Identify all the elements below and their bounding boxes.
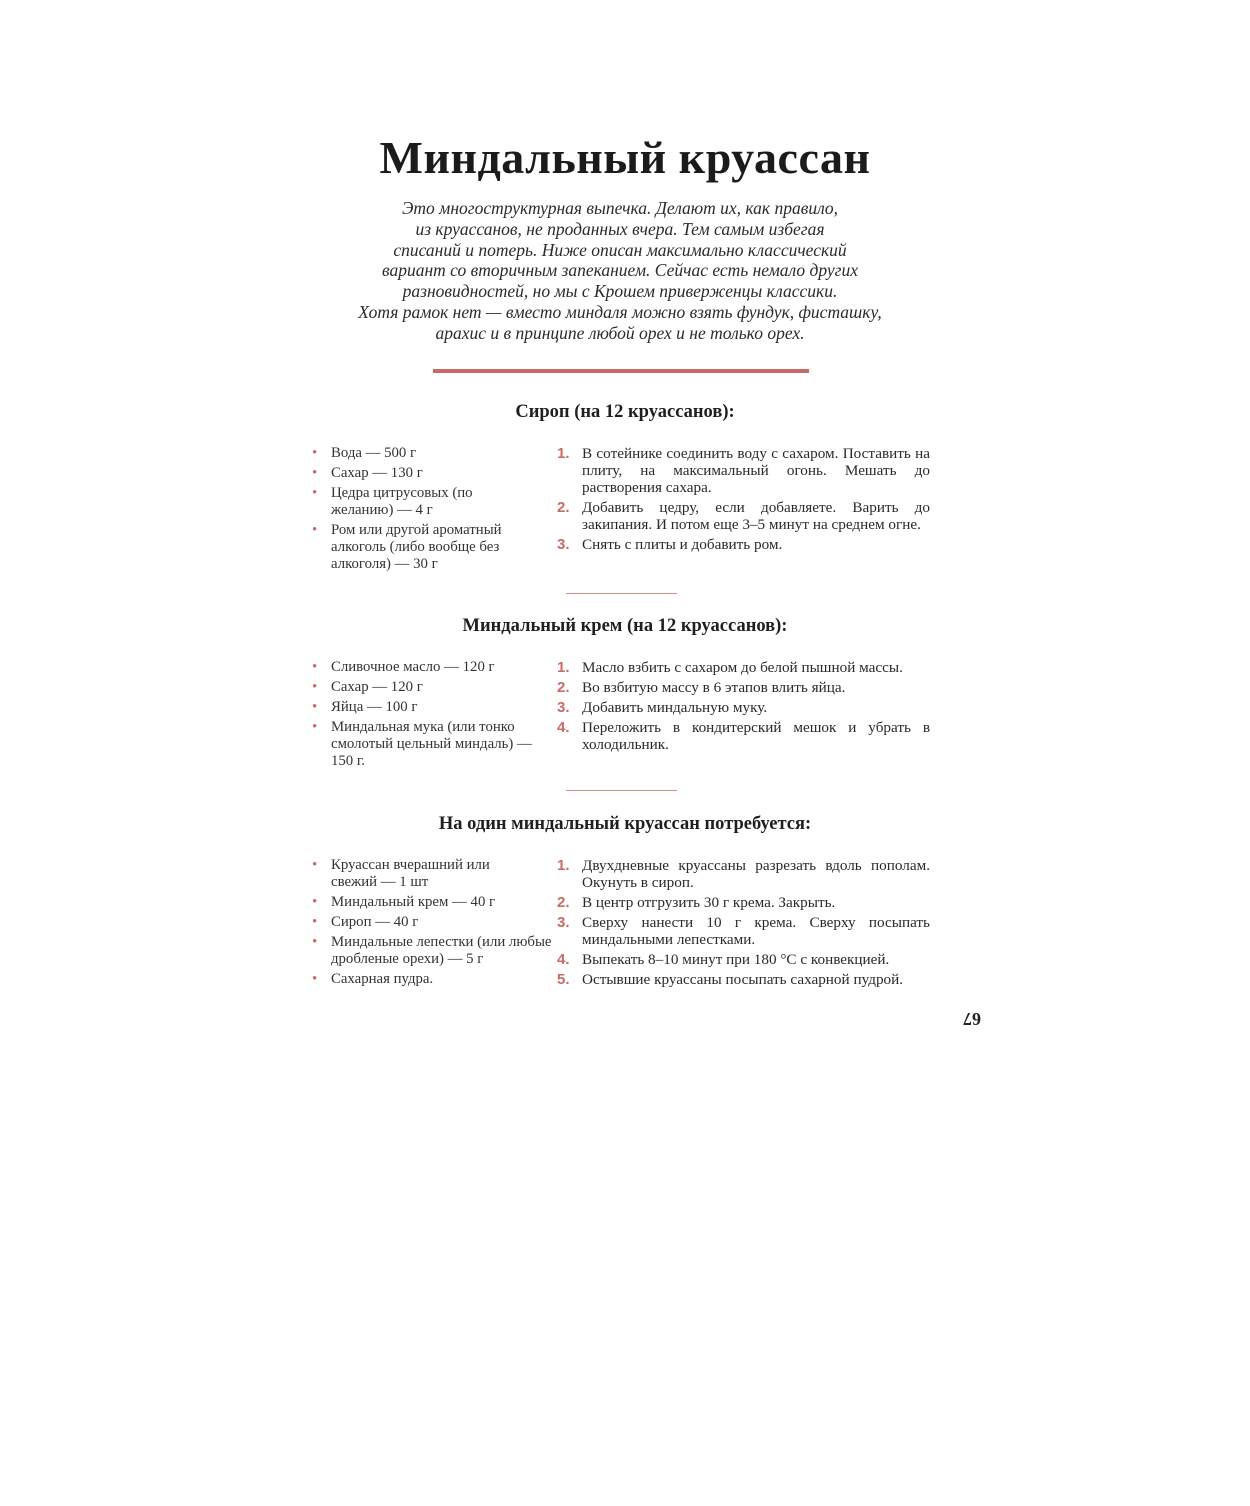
- step-number: 1.: [557, 445, 570, 462]
- list-item: • Цедра цитрусовых (по желанию) — 4 г: [312, 485, 473, 518]
- step-number: 5.: [557, 971, 570, 988]
- step-item: 4. Выпекать 8–10 минут при 180 °С с конвекцией.: [557, 951, 890, 968]
- step-number: 3.: [557, 536, 570, 553]
- step-number: 3.: [557, 914, 570, 931]
- step-item: 1. В сотейнике соединить воду с сахаром. Поставить на плиту, на максимальный огонь. Мешать до растворения сахара.: [557, 445, 930, 496]
- bullet-icon: •: [312, 719, 318, 735]
- list-item: • Сахар — 120 г: [312, 679, 423, 695]
- list-item: • Яйца — 100 г: [312, 699, 418, 715]
- step-item: 1. Масло взбить с сахаром до белой пышной массы.: [557, 659, 903, 676]
- step-item: 2. В центр отгрузить 30 г крема. Закрыть.: [557, 894, 836, 911]
- section-title-cream: Миндальный крем (на 12 круассанов):: [462, 616, 788, 636]
- section-title-syrup: Сироп (на 12 круассанов):: [515, 402, 735, 422]
- bullet-icon: •: [312, 465, 318, 481]
- step-item: 2. Во взбитую массу в 6 этапов влить яйца.: [557, 679, 846, 696]
- list-item: • Круассан вчерашний или свежий — 1 шт: [312, 857, 490, 890]
- step-item: 3. Сверху нанести 10 г крема. Сверху посыпать миндальными лепестками.: [557, 914, 930, 948]
- step-number: 2.: [557, 499, 570, 516]
- bullet-icon: •: [312, 522, 318, 538]
- ingredients-list-syrup: [312, 445, 557, 576]
- intro-line: списаний и потерь. Ниже описан максимально классический: [393, 239, 847, 260]
- step-item: 2. Добавить цедру, если добавляете. Варить до закипания. И потом еще 3–5 минут на среднем огне.: [557, 499, 930, 533]
- list-item: • Миндальная мука (или тонко смолотый цельный миндаль) — 150 г.: [312, 719, 532, 769]
- section-title-assembly: На один миндальный круассан потребуется:: [438, 814, 812, 834]
- step-item: 5. Остывшие круассаны посыпать сахарной пудрой.: [557, 971, 904, 988]
- step-number: 3.: [557, 699, 570, 716]
- bullet-icon: •: [312, 857, 318, 873]
- steps-list-syrup: [557, 445, 930, 556]
- intro-line: Хотя рамок нет — вместо миндаля можно взять фундук, фисташку,: [358, 301, 882, 322]
- bullet-icon: •: [312, 914, 318, 930]
- intro-line: из круассанов, не проданных вчера. Тем самым избегая: [415, 218, 825, 239]
- list-item: • Сахарная пудра.: [312, 971, 434, 987]
- intro-line: разновидностей, но мы с Крошем приверженцы классики.: [402, 281, 838, 302]
- steps-list-assembly: [557, 857, 930, 991]
- intro-line: арахис и в принципе любой орех и не только орех.: [435, 322, 805, 343]
- step-item: 4. Переложить в кондитерский мешок и убрать в холодильник.: [557, 719, 930, 753]
- step-number: 1.: [557, 857, 570, 874]
- list-item: • Сироп — 40 г: [312, 914, 419, 930]
- bullet-icon: •: [312, 971, 318, 987]
- ingredients-list-assembly: [312, 857, 557, 991]
- bullet-icon: •: [312, 659, 318, 675]
- step-number: 2.: [557, 894, 570, 911]
- steps-list-cream: [557, 659, 930, 756]
- bullet-icon: •: [312, 934, 318, 950]
- step-item: 3. Добавить миндальную муку.: [557, 699, 768, 716]
- intro-paragraph: [300, 198, 940, 344]
- bullet-icon: •: [312, 485, 318, 501]
- ingredients-list-cream: [312, 659, 557, 773]
- step-number: 2.: [557, 679, 570, 696]
- list-item: • Ром или другой ароматный алкоголь (либо вообще без алкоголя) — 30 г: [312, 522, 502, 572]
- list-item: • Сахар — 130 г: [312, 465, 423, 481]
- bullet-icon: •: [312, 894, 318, 910]
- step-number: 4.: [557, 719, 570, 736]
- section-divider: [566, 790, 677, 791]
- step-number: 4.: [557, 951, 570, 968]
- list-item: • Миндальные лепестки (или любые дробленые орехи) — 5 г: [312, 934, 552, 967]
- list-item: • Вода — 500 г: [312, 445, 417, 461]
- bullet-icon: •: [312, 679, 318, 695]
- bullet-icon: •: [312, 699, 318, 715]
- intro-line: Это многоструктурная выпечка. Делают их, как правило,: [401, 198, 839, 218]
- page-title: Миндальный круассан: [379, 132, 871, 183]
- step-number: 1.: [557, 659, 570, 676]
- section-divider: [566, 593, 677, 594]
- intro-line: вариант со вторичным запеканием. Сейчас есть немало других: [381, 260, 859, 281]
- page-number: 67: [963, 1009, 981, 1029]
- list-item: • Миндальный крем — 40 г: [312, 894, 496, 910]
- title-divider: [433, 369, 809, 373]
- step-item: 3. Снять с плиты и добавить ром.: [557, 536, 783, 553]
- step-item: 1. Двухдневные круассаны разрезать вдоль пополам. Окунуть в сироп.: [557, 857, 930, 891]
- bullet-icon: •: [312, 445, 318, 461]
- list-item: • Сливочное масло — 120 г: [312, 659, 495, 675]
